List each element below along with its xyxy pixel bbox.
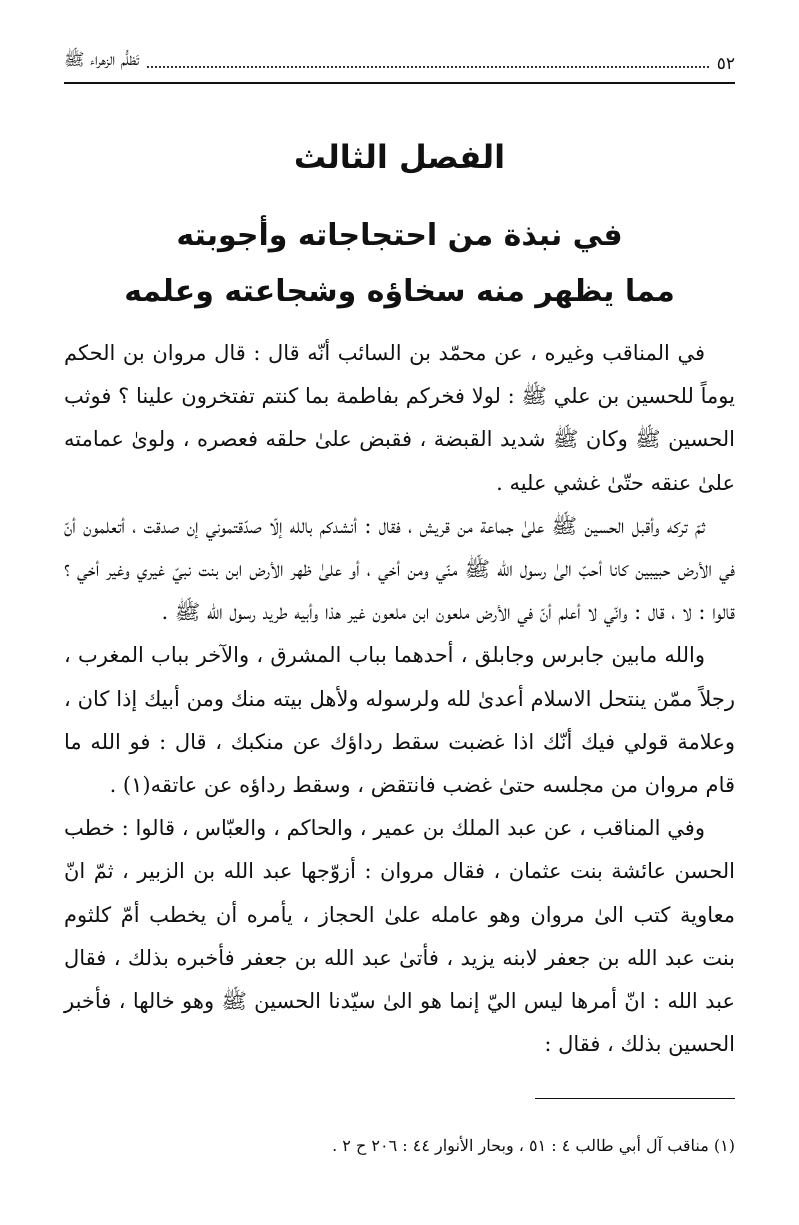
header-dot-leader: [147, 66, 709, 68]
paragraph: ثمّ تركه وأقبل الحسين ﷺ علىٰ جماعة من قريش ، فقال : أنشدكم بالله إلّا صدّقتموني إن صدقت ، أتعلمون أنّ في الأرض حبيبين كانا أحبّ الىٰ رسول الله ﷺ منّي ومن أخي ، أو علىٰ ظهر الأرض ابن بنت نبيّ غيري وغير أخي ؟ قالوا : لا ، قال : وانّي لا أعلم أنّ في الأرض ملعون ابن ملعون غير هذا وأبيه طريد رسول الله ﷺ .: [64, 513, 735, 625]
paragraph: وفي المناقب ، عن عبد الملك بن عمير ، والحاكم ، والعبّاس ، قالوا : خطب الحسن عائشة بنت عثمان ، فقال مروان : أزوّجها عبد الله بن الزبير ، ثمّ انّ معاوية كتب الىٰ مروان وهو عامله علىٰ الحجاز ، يأمره أن يخطب أمّ كلثوم بنت عبد الله بن جعفر لابنه يزيد ، فأتىٰ عبد الله بن جعفر فأخبره بذلك ، فقال عبد الله : انّ أمرها ليس اليّ إنما هو الىٰ سيّدنا الحسين ﷺ وهو خالها ، فأخبر الحسين بذلك ، فقال :: [64, 816, 735, 1057]
header-rule: [64, 82, 735, 84]
chapter-subtitle: [64, 208, 735, 320]
subtitle-line: في نبذة من احتجاجاته وأجوبته: [176, 218, 623, 253]
body-text: [64, 332, 735, 1066]
running-header: [64, 38, 735, 74]
subtitle-line: مما يظهر منه سخاؤه وشجاعته وعلمه: [124, 274, 675, 309]
page-number: ٥٢: [716, 54, 735, 74]
chapter-title: الفصل الثالث: [293, 138, 506, 176]
book-title: تَظلُّم الزهراء ﷺ: [64, 50, 140, 70]
paragraph: في المناقب وغيره ، عن محمّد بن السائب أنّه قال : قال مروان بن الحكم يوماً للحسين بن علي ﷺ : لولا فخركم بفاطمة بما كنتم تفتخرون علينا ؟ فوثب الحسين ﷺ وكان ﷺ شديد القبضة ، فقبض علىٰ حلقه فعصره ، ولوىٰ عمامته علىٰ عنقه حتّىٰ غشي عليه .: [64, 341, 735, 495]
paragraph: والله مابين جابرس وجابلق ، أحدهما بباب المشرق ، والآخر بباب المغرب ، رجلاً ممّن ينتحل الاسلام أعدىٰ لله ولرسوله ولأهل بيته منك ومن أبيك إذا كان ، وعلامة قولي فيك أنّك اذا غضبت سقط رداؤك عن منكبك ، قال : فو الله ما قام مروان من مجلسه حتىٰ غضب فانتقض ، وسقط رداؤه عن عاتقه(١) .: [64, 643, 735, 798]
footnote-rule: [535, 1098, 735, 1099]
footnote: (١) مناقب آل أبي طالب ٤ : ٥١ ، وبحار الأنوار ٤٤ : ٢٠٦ ح ٢ .: [332, 1136, 735, 1155]
